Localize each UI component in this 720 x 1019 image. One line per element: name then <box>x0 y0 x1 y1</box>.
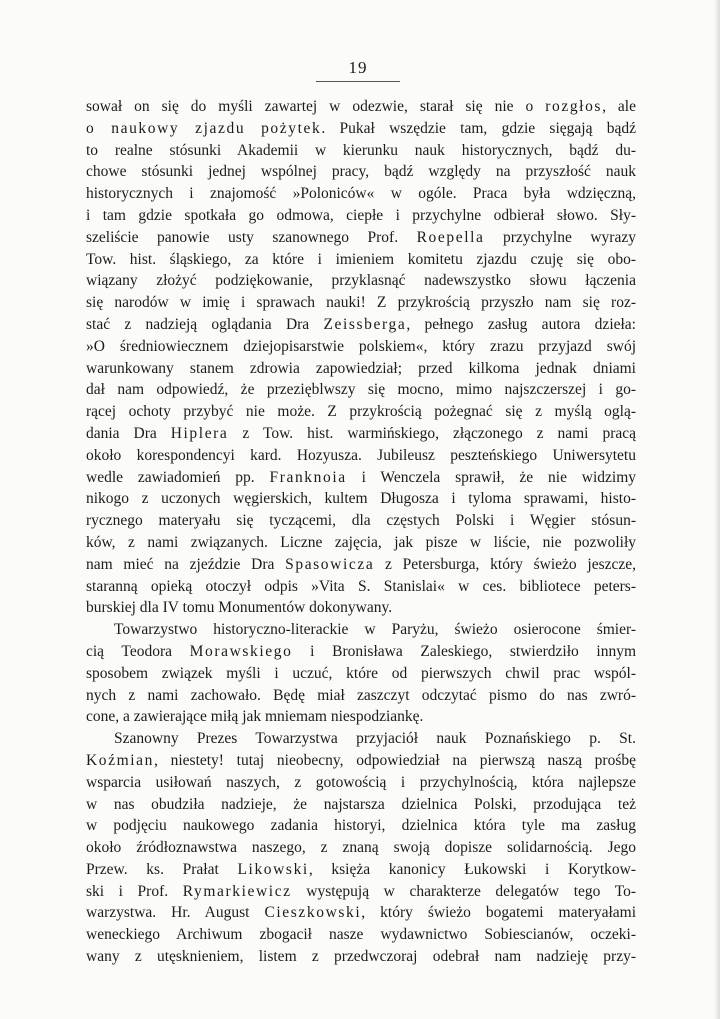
text-run: nikogo z uczonych węgierskich, kultem Długosza i tyloma sprawami, histo- <box>86 490 636 508</box>
text-run: w podjęciu naukowego zadania historyi, dzielnica która tyle ma zasług <box>86 817 636 835</box>
text-run: , który świeżo bogatemi materyałami <box>361 904 636 922</box>
text-line <box>86 445 636 467</box>
text-run: około korespondencyi kard. Hozyusza. Jubileusz peszteńskiego Uniwersytetu <box>86 446 636 464</box>
text-run: , ale <box>602 98 636 115</box>
text-run: weneckiego Archiwum zbogacił nasze wydawnictwo Sobiescianów, oczeki- <box>86 926 636 944</box>
text-run: około źródłoznawstwa naszego, z znaną swoją dopisze solidarnością. Jego <box>86 839 636 857</box>
text-line <box>86 859 636 881</box>
text-run: staranną opieką otoczył odpis »Vita S. Stanislai« w ces. bibliotece peters- <box>86 577 636 595</box>
text-line <box>86 140 636 162</box>
text-line <box>86 706 636 728</box>
text-line <box>86 161 636 183</box>
text-run: historycznych i znajomość »Poloniców« w ogóle. Praca była wdzięczną, <box>86 185 636 203</box>
text-line <box>86 401 636 423</box>
text-run: przychylne wyrazy <box>484 228 636 246</box>
text-line <box>86 336 636 358</box>
text-line <box>86 96 636 118</box>
text-run: występują w charakterze delegatów tego To- <box>291 882 636 900</box>
text-line <box>86 532 636 554</box>
text-run: chowe stósunki jednej wspólnej pracy, bądź względy na przyszłość nauk <box>86 163 636 181</box>
text-run: warzystwa. Hr. August <box>86 904 265 922</box>
text-run: cone, a zawierające miłą jak mniemam niespodziankę. <box>86 708 424 726</box>
text-line <box>86 576 636 598</box>
text-run: szeliście panowie usty szanownego Prof. <box>86 228 417 246</box>
text-run: ski i Prof. <box>86 882 183 900</box>
page-number: 19 <box>348 58 368 77</box>
text-run: i tam gdzie spotkała go odmowa, ciepłe i przychylne odbierał słowo. Sły- <box>86 206 636 224</box>
text-run: burskiej dla IV tomu Monumentów dokonywany. <box>86 599 393 617</box>
text-run: sposobem związek myśli i uczuć, które od pierwszych chwil prac wspól- <box>86 664 636 682</box>
text-run: ków, z nami związanych. Liczne zajęcia, jak pisze w liście, nie pozwoliły <box>86 533 636 551</box>
page-edge-shadow <box>714 0 720 1019</box>
text-run: dał nam odpowiedź, że przezięblwszy się mocno, mimo najszczerszej i go- <box>86 381 636 399</box>
text-line <box>86 728 636 750</box>
text-run: z Tow. hist. warmińskiego, złączonego z nami pracą <box>228 424 636 442</box>
spaced-name: Rymarkiewicz <box>182 882 292 900</box>
text-run: »O średniowiecznem dziejopisarstwie polskiem«, który zrazu przyjazd swój <box>86 337 636 355</box>
text-line <box>86 270 636 292</box>
text-line <box>86 314 636 336</box>
text-line <box>86 467 636 489</box>
text-line <box>86 815 636 837</box>
text-run: w nas obudziła nadzieje, że najstarsza dzielnica Polski, przodująca też <box>86 795 636 813</box>
text-run: Szanowny Prezes Towarzystwa przyjaciół nauk Poznańskiego p. St. <box>114 730 636 748</box>
text-line <box>86 227 636 249</box>
text-run: wsparcia usiłowań naszych, z gotowością i przychylnością, która najlepsze <box>86 773 636 791</box>
page-number-rule <box>316 81 400 82</box>
text-run: rącej ochoty przybyć nie może. Z przykrością pożegnać się z myślą oglą- <box>86 403 636 421</box>
text-run: Tow. hist. śląskiego, za które i imieniem komitetu zjazdu czuję się obo- <box>86 250 636 268</box>
spaced-name: Hiplera <box>170 424 229 442</box>
text-run: stać z nadzieją oglądania Dra <box>86 315 324 333</box>
text-line <box>86 750 636 772</box>
spaced-name: Roepella <box>416 228 485 246</box>
spaced-name: Cieszkowski <box>264 904 362 922</box>
text-line <box>86 924 636 946</box>
spaced-name: Koźmian <box>86 751 155 769</box>
spaced-name: rozgłos <box>545 98 603 115</box>
text-line <box>86 597 636 619</box>
spaced-name: Likowski <box>237 860 309 878</box>
text-run: cią Teodora <box>86 642 190 660</box>
text-run: , pełnego zasług autora dzieła: <box>406 315 636 333</box>
text-line <box>86 510 636 532</box>
text-line <box>86 685 636 707</box>
spaced-name: Zeissberga <box>323 315 407 333</box>
text-run: , niestety! tutaj nieobecny, odpowiedział na pierwszą naszą prośbę <box>154 751 636 769</box>
text-run: nych z nami zachowało. Będę miał zaszczyt odczytać pismo do nas zwró- <box>86 686 636 704</box>
body-text <box>86 96 636 968</box>
text-run: dania Dra <box>86 424 171 442</box>
text-run: warunkowany stanem zdrowia zapowiedział; przed kilkoma jednak dniami <box>86 359 636 377</box>
text-run: wiązany złożyć podziękowanie, przyklasnąć nadewszystko słowu łączenia <box>86 272 636 290</box>
text-line <box>86 902 636 924</box>
text-run: sował on się do myśli zawartej w odezwie, starał się nie o <box>86 98 546 115</box>
text-line <box>86 379 636 401</box>
text-run: wedle zawiadomień pp. <box>86 468 270 486</box>
text-run: , księża kanonicy Łukowski i Korytkow- <box>308 860 636 878</box>
spaced-name: Morawskiego <box>189 642 293 660</box>
text-line <box>86 554 636 576</box>
text-line <box>86 249 636 271</box>
text-run: wany z utęsknieniem, listem z przedwczoraj odebrał nam nadzieję przy- <box>86 948 636 966</box>
text-line <box>86 663 636 685</box>
text-line <box>86 118 636 140</box>
text-line <box>86 794 636 816</box>
text-line <box>86 423 636 445</box>
text-line <box>86 488 636 510</box>
text-line <box>86 358 636 380</box>
text-run: Przew. ks. Prałat <box>86 860 238 878</box>
text-line <box>86 183 636 205</box>
text-line <box>86 772 636 794</box>
text-line <box>86 292 636 314</box>
text-run: nam mieć na zjeździe Dra <box>86 555 286 573</box>
text-run: to realne stósunki Akademii w kierunku nauk historycznych, bądź du- <box>86 141 636 159</box>
text-run: z Petersburga, który świeżo jeszcze, <box>374 555 636 573</box>
text-line <box>86 641 636 663</box>
text-run: i Bronisława Zaleskiego, stwierdziło innym <box>292 642 636 660</box>
text-line <box>86 619 636 641</box>
spaced-name: o naukowy zjazdu pożytek <box>86 119 322 137</box>
text-run: i Wenczela sprawił, że nie widzimy <box>346 468 636 486</box>
text-line <box>86 946 636 968</box>
text-run: Towarzystwo historyczno-literackie w Paryżu, świeżo osierocone śmier- <box>114 621 636 639</box>
text-line <box>86 881 636 903</box>
spaced-name: Spasowicza <box>285 555 375 573</box>
text-run: się narodów w imię i sprawach nauki! Z przykrością przyszło nam się roz- <box>86 294 636 312</box>
text-line <box>86 205 636 227</box>
spaced-name: Franknoia <box>269 468 347 486</box>
text-run: . Pukał wszędzie tam, gdzie sięgają bądź <box>321 119 636 137</box>
text-line <box>86 837 636 859</box>
text-run: rycznego materyału się tyczącemi, dla częstych Polski i Węgier stósun- <box>86 512 636 530</box>
